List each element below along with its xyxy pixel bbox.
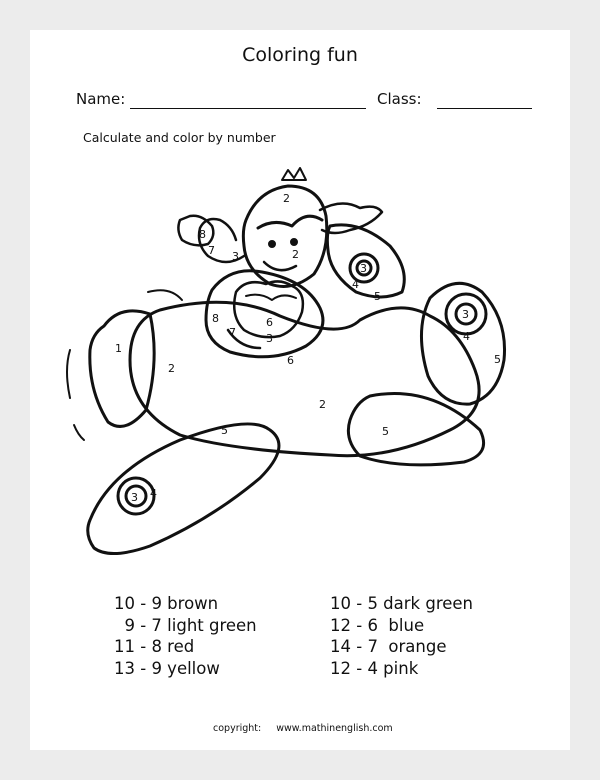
instruction-text: Calculate and color by number	[83, 130, 276, 145]
region-number: 7	[208, 244, 215, 257]
region-number: 6	[266, 316, 273, 329]
color-key-item: 10 - 9 brown	[114, 594, 219, 613]
worksheet-page	[30, 30, 570, 750]
color-key-item: 9 - 7 light green	[114, 615, 257, 635]
color-key-item: 12 - 4 pink	[330, 658, 419, 678]
color-key-item: 10 - 5 dark green	[330, 594, 474, 613]
region-number: 7	[229, 326, 236, 339]
region-number: 4	[352, 278, 359, 291]
region-number: 5	[374, 290, 381, 303]
region-number: 8	[212, 312, 219, 325]
region-number: 3	[232, 250, 239, 263]
region-number: 8	[199, 228, 206, 241]
worksheet-title: Coloring fun	[242, 44, 358, 66]
color-key-right	[330, 593, 473, 679]
color-key-item: 14 - 7 orange	[330, 637, 447, 656]
region-number: 5	[382, 425, 389, 438]
region-number: 2	[319, 398, 326, 411]
color-key-item: 11 - 8 red	[114, 637, 195, 656]
region-number: 4	[150, 487, 157, 500]
region-number: 2	[283, 192, 290, 205]
airplane-coloring-picture	[30, 30, 570, 750]
region-number: 5	[221, 424, 228, 437]
color-key-left	[114, 593, 257, 679]
color-key-item: 13 - 9 yellow	[114, 658, 220, 678]
region-number: 3	[462, 308, 469, 321]
copyright-footer	[213, 723, 393, 734]
region-number: 5	[494, 353, 501, 366]
region-number: 2	[168, 362, 175, 375]
copyright-label: copyright:	[213, 723, 262, 734]
copyright-url: www.mathinenglish.com	[276, 723, 393, 734]
region-number: 6	[287, 354, 294, 367]
region-number: 2	[292, 248, 299, 261]
region-number: 3	[360, 262, 367, 275]
region-number: 3	[131, 491, 138, 504]
region-number: 4	[463, 330, 470, 343]
color-key-item: 12 - 6 blue	[330, 615, 425, 635]
class-label: Class:	[377, 90, 422, 108]
region-number: 3	[266, 332, 273, 345]
region-number: 1	[115, 342, 122, 355]
name-label: Name:	[76, 90, 126, 108]
